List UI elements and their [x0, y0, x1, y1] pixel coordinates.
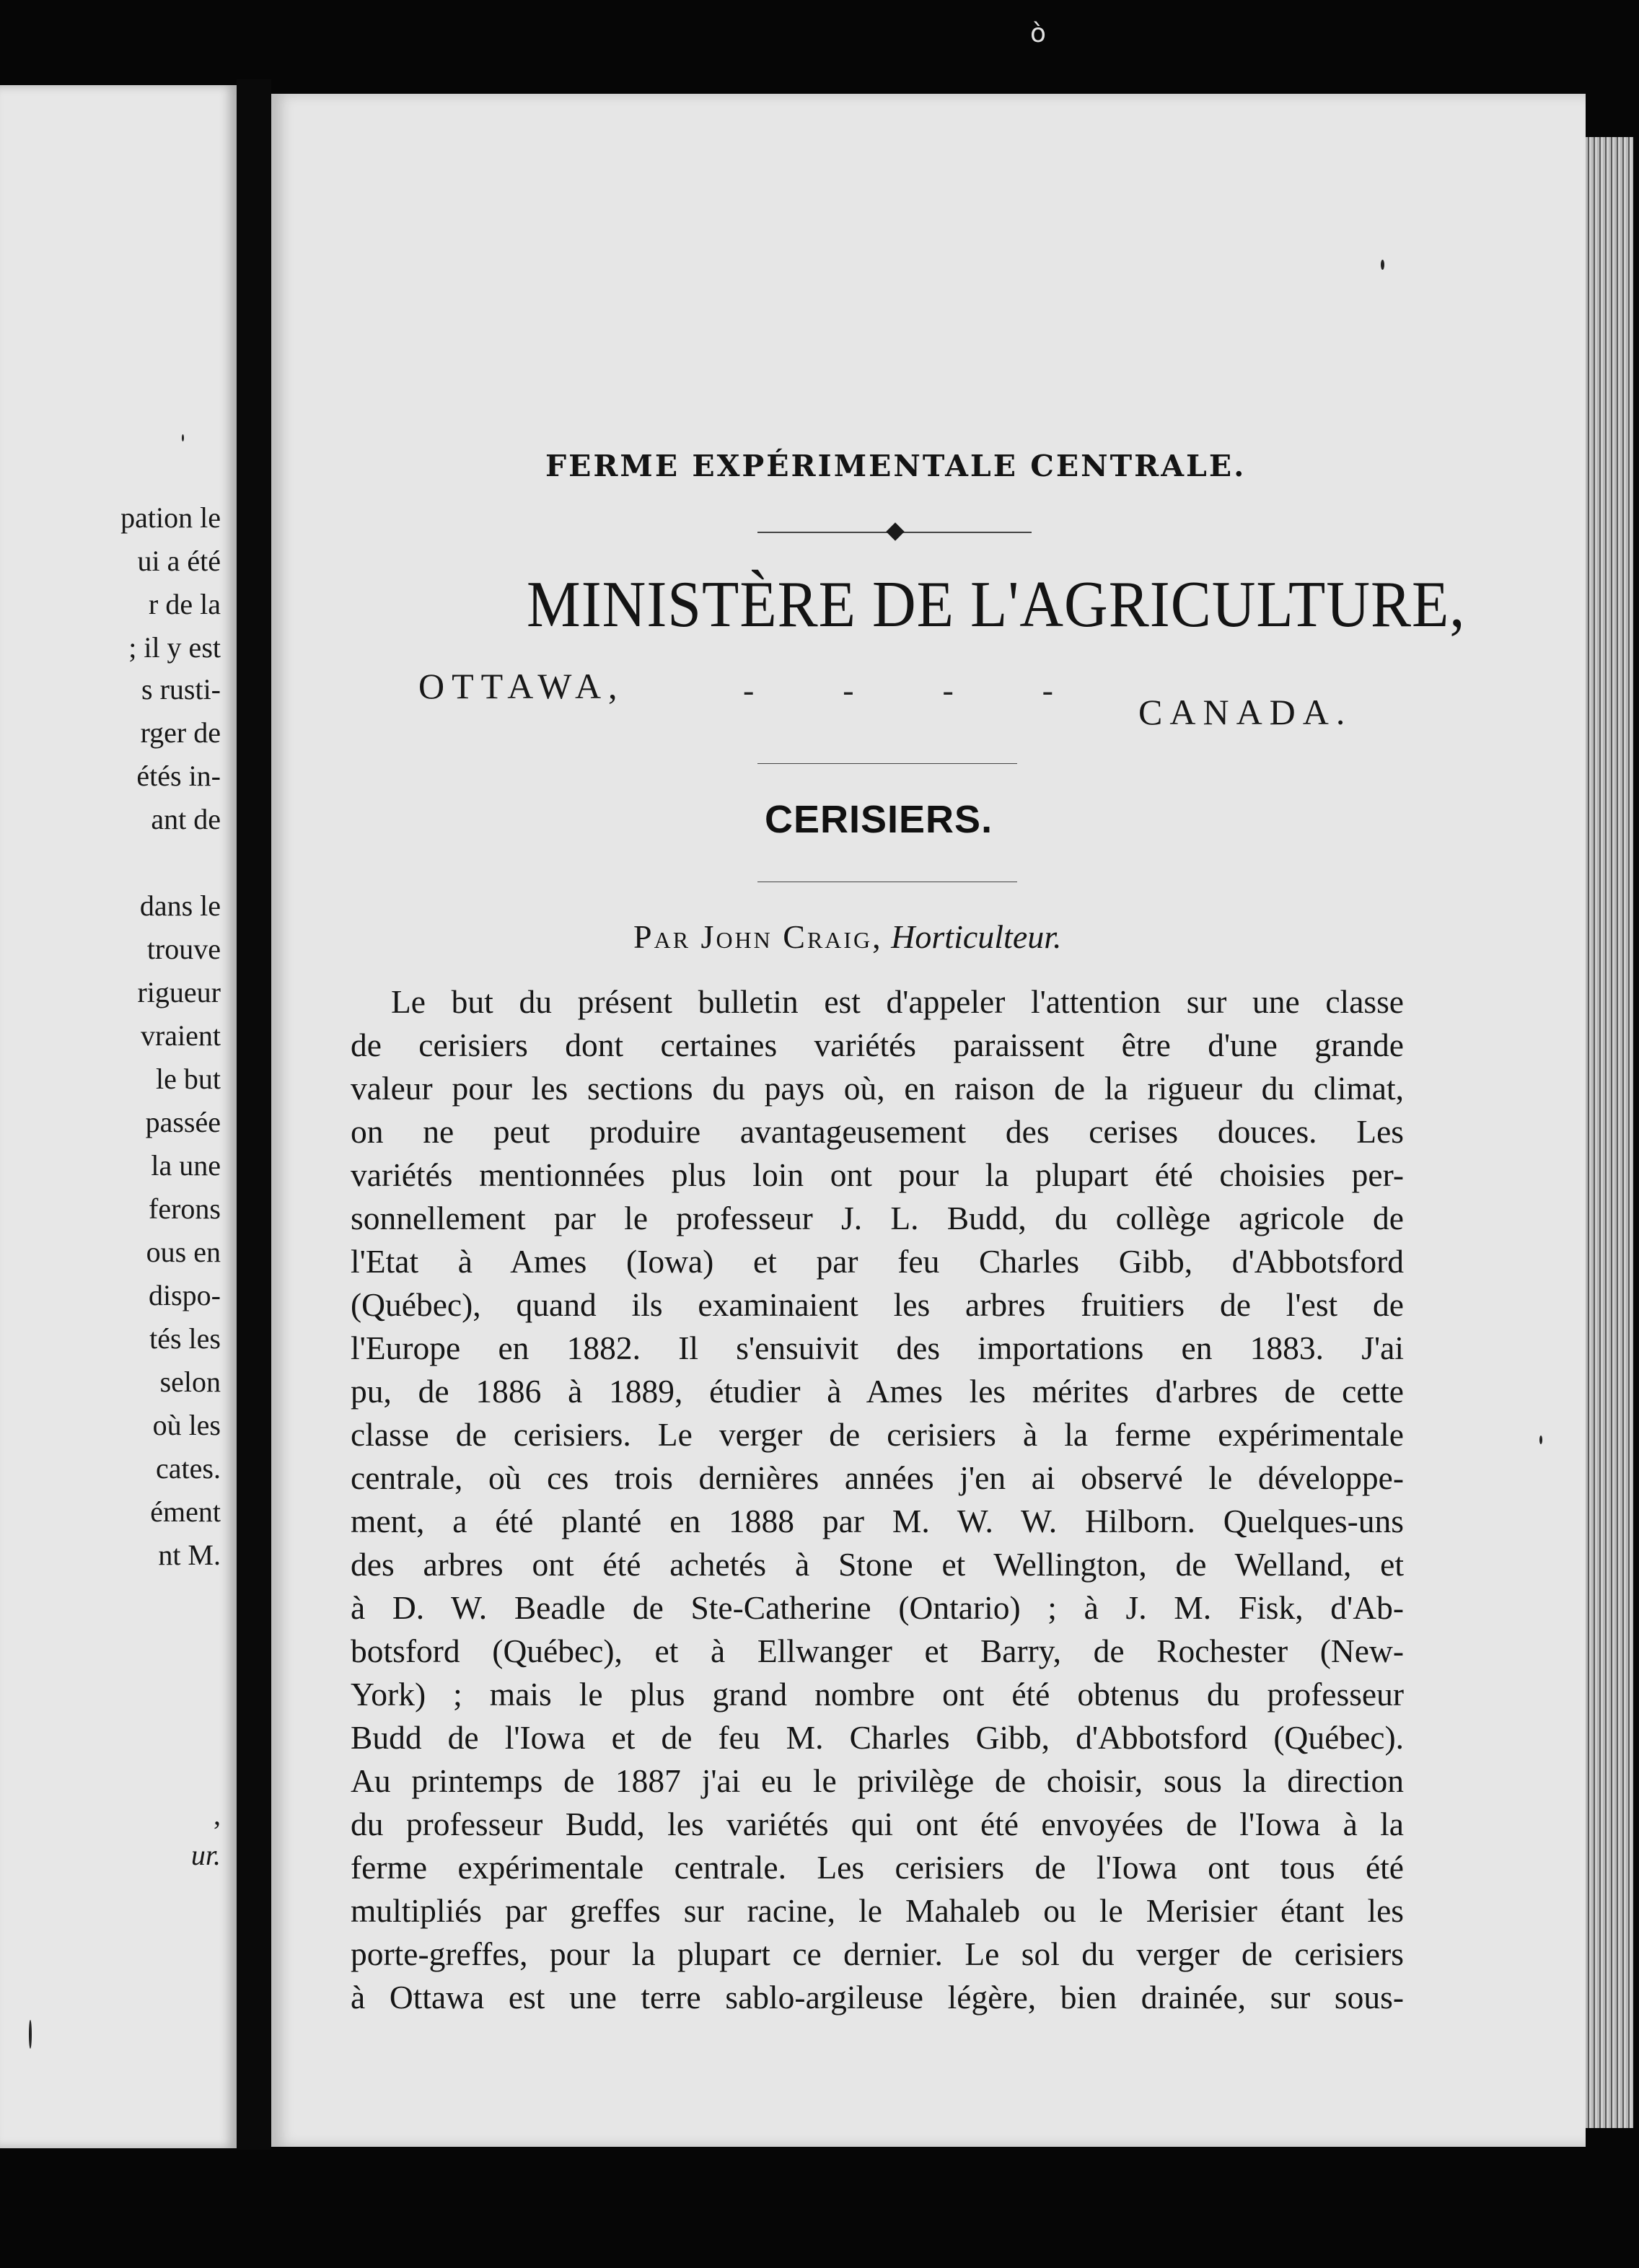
left-page-line: ément	[150, 1495, 221, 1528]
author-byline	[633, 918, 1062, 956]
left-page-line: nt M.	[158, 1539, 221, 1571]
left-page-line: rigueur	[137, 976, 221, 1008]
text-line: Le but du présent bulletin est d'appeler l'attention sur une classe	[391, 983, 1404, 1020]
ministry-heading: MINISTÈRE DE L'AGRICULTURE,	[527, 568, 1466, 641]
left-page-line: ur.	[190, 1839, 221, 1871]
left-page-line: le but	[156, 1063, 221, 1095]
text-line: ferme expérimentale centrale. Les cerisiers de l'Iowa ont tous été	[351, 1849, 1404, 1886]
section-rule-top	[757, 763, 1017, 764]
dash-leader	[743, 671, 1053, 709]
left-page-line: ; il y est	[128, 631, 221, 664]
page-mark: ò	[1030, 19, 1047, 48]
left-page-line: ant de	[151, 803, 221, 835]
text-line: à D. W. Beadle de Ste-Catherine (Ontario) ; à J. M. Fisk, d'Ab-	[351, 1589, 1404, 1626]
scan-speck	[1381, 260, 1384, 270]
text-line: Budd de l'Iowa et de feu M. Charles Gibb, d'Abbotsford (Québec).	[351, 1719, 1404, 1756]
book-gutter	[237, 79, 271, 2150]
text-line: (Québec), quand ils examinaient les arbres fruitiers de l'est de	[351, 1286, 1404, 1323]
page-title: CERISIERS.	[765, 798, 993, 841]
left-page-line: tés les	[149, 1322, 221, 1355]
author-name: Par John Craig,	[633, 918, 883, 955]
text-line: botsford (Québec), et à Ellwanger et Barry, de Rochester (New-	[351, 1632, 1404, 1669]
left-page-line: ui a été	[137, 545, 221, 577]
left-page-line: ferons	[149, 1192, 221, 1225]
text-line: variétés mentionnées plus loin ont pour la plupart été choisies per-	[351, 1156, 1404, 1193]
left-page-line: s rusti-	[141, 673, 221, 706]
left-page-line: la une	[151, 1149, 221, 1182]
left-page-line: trouve	[146, 933, 221, 965]
text-line: York) ; mais le plus grand nombre ont été obtenus du professeur	[351, 1676, 1404, 1713]
left-page-line: cates.	[156, 1452, 221, 1485]
text-line: sonnellement par le professeur J. L. Budd, du collège agricole de	[351, 1200, 1404, 1236]
text-line: on ne peut produire avantageusement des cerises douces. Les	[351, 1113, 1404, 1150]
city-label: OTTAWA,	[418, 666, 625, 706]
text-line: l'Europe en 1882. Il s'ensuivit des importations en 1883. J'ai	[351, 1329, 1404, 1366]
text-line: ment, a été planté en 1888 par M. W. W. Hilborn. Quelques-uns	[351, 1503, 1404, 1539]
text-line: l'Etat à Ames (Iowa) et par feu Charles Gibb, d'Abbotsford	[351, 1243, 1404, 1280]
left-page-line: r de la	[149, 588, 221, 620]
left-page-line: selon	[159, 1366, 221, 1398]
scan-speck	[182, 434, 184, 441]
text-line: pu, de 1886 à 1889, étudier à Ames les mérites d'arbres de cette	[351, 1373, 1404, 1410]
text-line: multipliés par greffes sur racine, le Mahaleb ou le Merisier étant les	[351, 1892, 1404, 1929]
text-line: valeur pour les sections du pays où, en raison de la rigueur du climat,	[351, 1070, 1404, 1107]
left-page-line: dispo-	[149, 1279, 221, 1311]
text-line: des arbres ont été achetés à Stone et Wellington, de Welland, et	[351, 1546, 1404, 1583]
text-line: classe de cerisiers. Le verger de cerisiers à la ferme expérimentale	[351, 1416, 1404, 1453]
text-line: Au printemps de 1887 j'ai eu le privilège de choisir, sous la direction	[351, 1762, 1404, 1799]
left-facing-page	[0, 85, 237, 2148]
page-edges	[1586, 137, 1633, 2128]
country-label: CANADA.	[1138, 692, 1353, 732]
text-line: à Ottawa est une terre sablo-argileuse légère, bien drainée, sur sous-	[351, 1979, 1404, 2016]
left-page-line: ,	[214, 1798, 221, 1831]
dash: -	[1042, 672, 1053, 708]
left-page-line: vraient	[140, 1019, 221, 1052]
scan-speck	[29, 2020, 32, 2049]
dash: -	[743, 672, 755, 708]
left-page-line: rger de	[140, 716, 221, 749]
left-page-line: pation le	[120, 501, 221, 534]
author-role: Horticulteur.	[891, 918, 1062, 955]
text-line: du professeur Budd, les variétés qui ont été envoyées de l'Iowa à la	[351, 1806, 1404, 1842]
text-line: centrale, où ces trois dernières années j'en ai observé le développe-	[351, 1459, 1404, 1496]
text-line: porte-greffes, pour la plupart ce dernier. Le sol du verger de cerisiers	[351, 1935, 1404, 1972]
left-page-line: dans le	[139, 889, 221, 922]
dash: -	[942, 672, 954, 708]
text-line: de cerisiers dont certaines variétés paraissent être d'une grande	[351, 1027, 1404, 1063]
left-page-line: passée	[145, 1106, 221, 1138]
institution-heading: FERME EXPÉRIMENTALE CENTRALE.	[545, 449, 1247, 483]
left-page-line: étés in-	[136, 760, 221, 792]
scan-speck	[1539, 1436, 1542, 1444]
dash: -	[843, 672, 854, 708]
left-page-line: où les	[152, 1409, 221, 1441]
left-page-line: ous en	[146, 1236, 221, 1268]
